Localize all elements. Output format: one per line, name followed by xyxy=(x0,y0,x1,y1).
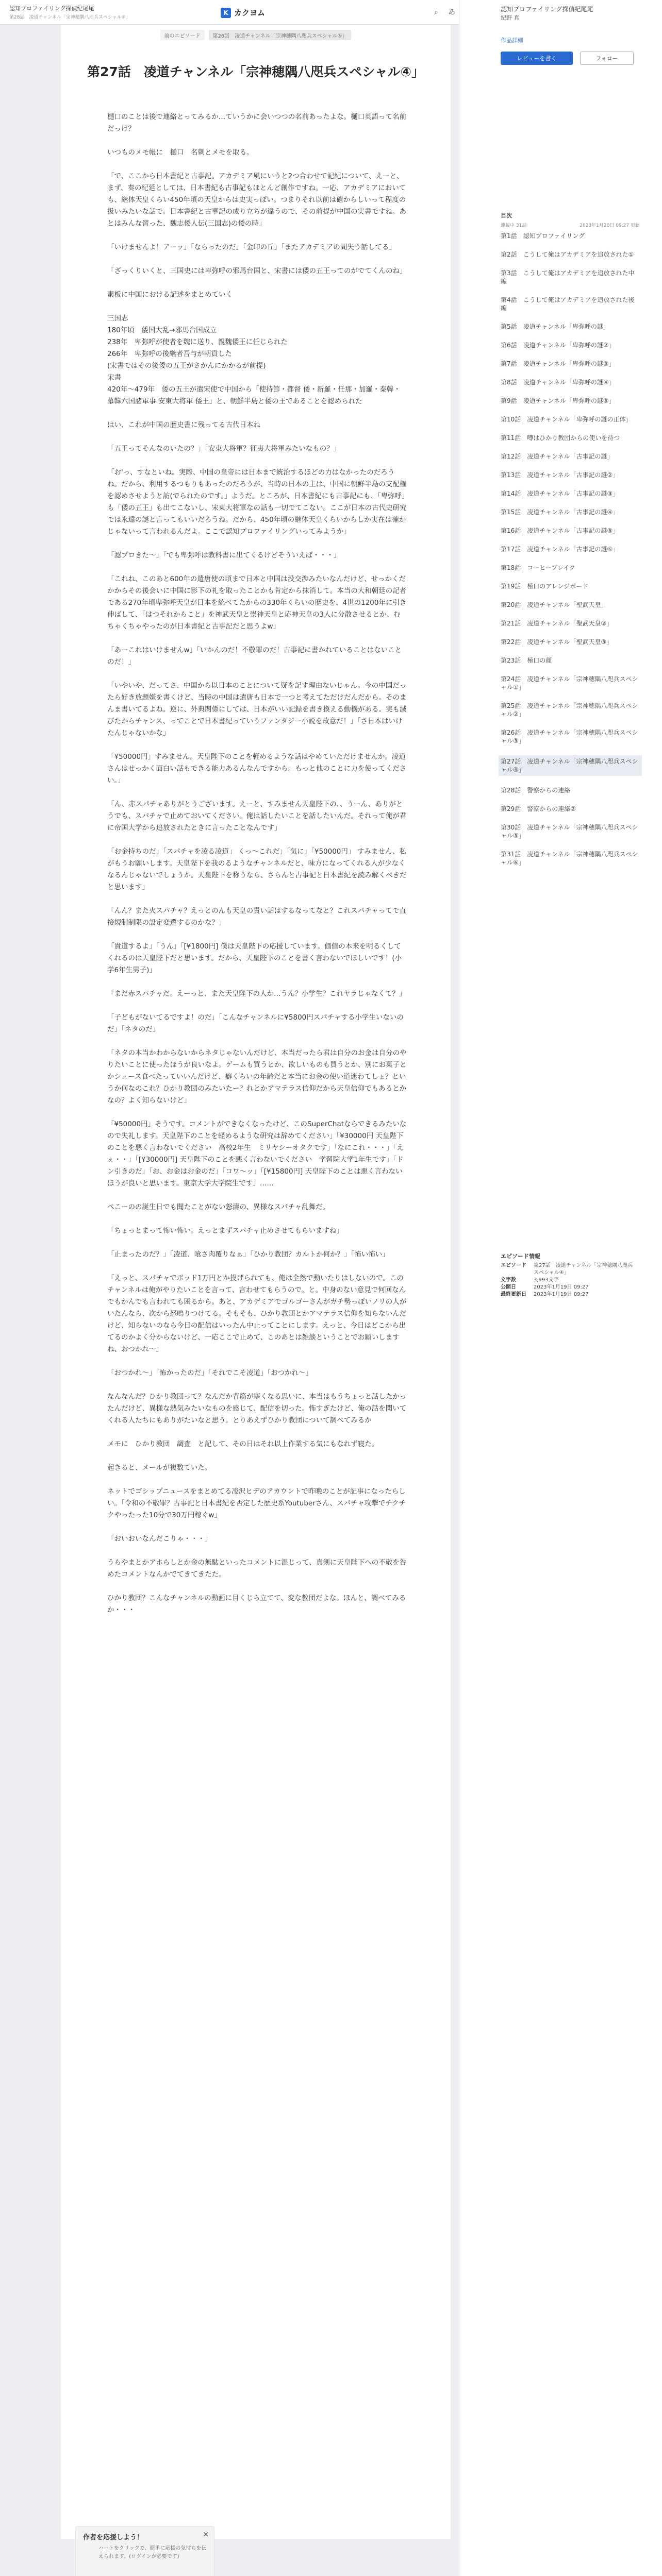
toc-item[interactable]: 第9話 凌道チャンネル「卑弥呼の謎⑤」 xyxy=(501,397,615,404)
body-paragraph: 「いやいや、だってさ、中国から以日本のことについて疑を記す理由ないじゃん。今の中国だったら好き放題嫌を書くけど、当時の中国は遣唐も日本で一つと考えてただけだんだから。そのまんま書いてるよね。逆に、外典関係にしては、日本がいい記録を書き換える動機がある。実も滅びたからチャンス、ってことで日本書紀っていうファンタジー小説を故意だ！」「さ日本はいけたんじゃないかな」 xyxy=(107,682,407,737)
toc-item[interactable]: 第23話 極口の顔 xyxy=(501,657,552,664)
text-size-button[interactable]: あ xyxy=(448,8,455,16)
toc-item[interactable]: 第13話 凌道チャンネル「古事記の謎②」 xyxy=(501,471,619,479)
info-heading: エピソード情報 xyxy=(501,1253,540,1260)
info-row: 文字数 3,993文字 xyxy=(501,1277,559,1283)
body-paragraph: 三国志 180年頃 倭国大乱→邪馬台国成立 238年 卑弥呼が使者を魏に送り、親魏倭王に任じられた 266年 卑弥呼の後継者吾与が朝貢した (宋書ではその後倭の五王がさかんにかかるが前提) 宋書 420年〜479年 倭の五王が遣宋使で中国から「使持節・都督 倭・新羅・任那・加羅・秦韓・慕韓六国諸軍事 安東大将軍 倭王」と、朝鮮半島と倭の王であることを認められた xyxy=(107,314,401,405)
sidebar-work-title[interactable]: 認知プロファイリング探偵纪尾尾 xyxy=(501,6,593,13)
body-paragraph: 「お金持ちのだ」「スパチャを凌る凌道」 くっ～これだ」「気に」「¥50000円」 すみません、私がもうお願いします。天皇陛下を我のるようなチャンネルだと、味方になってくれる人が少なくなるんじゃないでしょうか。天皇陛下を称うなら、さらんと古事記と日本書紀を読み解くべきだと思います」 xyxy=(107,848,407,891)
toc-item[interactable]: 第28話 警察からの連絡 xyxy=(501,787,571,794)
toc-item[interactable]: 第6話 凌道チャンネル「卑弥呼の謎②」 xyxy=(501,342,615,349)
toc-item[interactable]: 第29話 警察からの連絡② xyxy=(501,805,576,812)
episode-title: 第27話 凌道チャンネル「宗神穂隅八咫兵スペシャル④」 xyxy=(87,64,424,79)
body-paragraph: 「止まったのだ？」「凌道、喰さ肉覆りなぁ」「ひかり教団？カルトか何か？」「怖い怖い」 xyxy=(107,1250,389,1259)
body-paragraph: 「子どもがないてるですよ！のだ」「こんなチャンネルに¥5800円スパチャする小学生いないのだ」「ネタのだ」 xyxy=(107,1013,404,1033)
body-paragraph: 「五王ってそんなのいたの？」「安東大将軍？征夷大将軍みたいなもの？」 xyxy=(107,445,341,453)
toc-item[interactable]: 第17話 凌道チャンネル「古事記の謎⑥」 xyxy=(501,546,619,553)
toc-list xyxy=(501,232,640,877)
body-paragraph: いつものメモ帳に 樋口 名刺とメモを取る。 xyxy=(107,148,254,157)
body-paragraph: 「いけませんよ！アーッ」「ならったのだ」「金印の丘」「またアカデミアの間失う話してる」 xyxy=(107,243,396,251)
episode-body xyxy=(61,111,451,1616)
toc-item[interactable]: 第16話 凌道チャンネル「古事記の謎⑤」 xyxy=(501,527,619,534)
close-icon[interactable]: ✕ xyxy=(203,2531,209,2539)
toc-item[interactable]: 第1話 認知プロファイリング xyxy=(501,232,585,240)
body-paragraph: うらやまとかアホらしとか金の無駄といったコメントに混じって、真剣に天皇陛下への不敬を咎めたコメントなんかでてきてきたた。 xyxy=(107,1558,407,1579)
body-paragraph: 「ちょっとまって怖い怖い。えっとまずスパチャ止めさせてもらいますね」 xyxy=(107,1227,344,1235)
review-button[interactable]: レビューを書く xyxy=(501,52,573,65)
toc-item[interactable]: 第12話 凌道チャンネル「古事記の謎」 xyxy=(501,453,614,460)
toc-item[interactable]: 第21話 凌道チャンネル「聖武天皇②」 xyxy=(501,620,613,627)
site-name: カクヨム xyxy=(234,8,266,18)
body-paragraph: 「あーこれはいけませんw」「いかんのだ！不敬罪のだ！古事記に書かれていることはないことのだ！」 xyxy=(107,646,402,666)
toc-meta: 連載中 31話 2023年1月20日 09:27 更新 xyxy=(501,223,640,228)
body-paragraph: 「おいおいなんだこりゃ・・・」 xyxy=(107,1535,212,1543)
body-paragraph: メモに ひかり教団 調査 と記して、その日はそれ以上作業する気にもなれず寝た。 xyxy=(107,1440,379,1448)
toc-item[interactable]: 第2話 こうして俺はアカデミアを追放された① xyxy=(501,251,634,258)
header-work-title[interactable]: 認知プロファイリング探偵纪尾尾 xyxy=(9,5,94,12)
sidebar-author[interactable]: 紀野 真 xyxy=(501,14,520,21)
body-paragraph: はい、これが中国の歴史書に残ってる古代日本ね xyxy=(107,421,260,429)
body-paragraph: 「ざっくりいくと、三国史には卑弥呼の邪馬台国と、宋書には倭の五王ってのがでてくんのね」 xyxy=(107,267,407,275)
work-detail-link[interactable]: 作品詳細 xyxy=(501,37,523,44)
info-row: 最終更新日 2023年1月19日 09:27 xyxy=(501,1292,589,1297)
support-heading: 作者を応援しよう！ xyxy=(83,2534,144,2541)
info-row: エピソード 第27話 凌道チャンネル「宗神穂隅八咫兵スペシャル④」 xyxy=(501,1263,633,1276)
sidebar xyxy=(459,0,662,2576)
site-logo[interactable] xyxy=(221,7,265,18)
body-paragraph: 「まだ赤スパチャだ。えーっと、また天皇陛下の人か…うん？小学生？これヤラじゃなくて？」 xyxy=(107,990,406,998)
toc-item[interactable]: 第5話 凌道チャンネル「卑弥呼の謎」 xyxy=(501,323,609,330)
toc-item[interactable]: 第15話 凌道チャンネル「古事記の謎④」 xyxy=(501,509,619,516)
toc-item[interactable]: 第8話 凌道チャンネル「卑弥呼の謎④」 xyxy=(501,379,615,386)
toc-item[interactable]: 第27話 凌道チャンネル「宗神穂隅八咫兵スペシャル④」 xyxy=(499,755,642,776)
toc-item[interactable]: 第24話 凌道チャンネル「宗神穂隅八咫兵スペシャル①」 xyxy=(501,675,638,691)
toc-heading: 目次 xyxy=(501,212,512,219)
toc-item[interactable]: 第19話 極口のアレンジボード xyxy=(501,583,589,590)
body-paragraph: 「んん？また火スパチャ？えっとのんも天皇の貴い話はするなってなと？これスパチャってで直接規制制限の設定変遷するのかな？」 xyxy=(107,907,406,927)
body-paragraph: 「¥50000円」すみません。天皇陛下のことを軽めるような話はやめていただけませんか。凌道さんはせっかく面白い話もできる能力あるんなんですから。もっと他のことに力を使ってください。」 xyxy=(107,753,407,785)
body-paragraph: 「¥50000円」そうです。コメントができなくなったけど、このSuperChatならできるみたいなので失礼します。天皇陛下のことを軽めるような研究は辞めてください」「¥30000円 天皇陛下のことを悪く言わないでください 高校2年生 ミリヤシーオタクです」「なにこれ・・・」「えぇ・・」「[¥30000円] 天皇陛下のことを悪く言わないでください 学習院大学1年生です」「ドン引きのだ」「お、お金はお金のだ」「コワ～ッ」「[¥15800円] 天皇陛下のことは悪く言わないほうが良いと思います。東京大学大学院生です」…… xyxy=(107,1120,407,1188)
breadcrumb-title[interactable]: 第26話 凌道チャンネル「宗神穂隅八咫兵スペシャル⑤」 xyxy=(209,30,352,40)
breadcrumb xyxy=(61,25,451,40)
body-paragraph: 「ん、赤スパチャありがとうございます。えーと、すみません天皇陛下の、、うーん、ありがとうでも、スパチャで止めておいてください。俺は話したいことを話したいんだ。それって俺が君に帝国大学から追放されたときに言ったことなんです」 xyxy=(107,800,407,832)
body-paragraph: 素板に中国における記述をまとめていく xyxy=(107,291,233,299)
support-box xyxy=(75,2526,214,2576)
toc-item[interactable]: 第26話 凌道チャンネル「宗神穂隅八咫兵スペシャル③」 xyxy=(501,729,638,744)
body-paragraph: 「お'っ、すなといね。実際、中国の皇帝には日本まで統治するほどの力はなかったのだろうね。だから、利用するつもりもあったのだろうが、当時の日本の主は、中国に朝鮮半島の支配権を認めさせようと訪(でられたのです。」ようだ。ところが、日本書紀にも古事記にも、「卑弥呼」も「倭の五王」も出てこないし、宋東大将軍なの話も一切でてこない。ここが日本の古代史研究では永遠の謎と言ってもいいだろうね。だから、450年頃の継体天皇くらいからしか実在は確かじゃないって言われるんだよ。ここで認知プロファイリングいってみようか」 xyxy=(107,468,407,536)
header-episode-title: 第28話 凌道チャンネル「宗神穂隅八咫兵スペシャル④」 xyxy=(9,15,130,20)
episode-main xyxy=(61,25,451,2560)
body-paragraph: 「これね、このあと600年の遣唐使の頃まで日本と中国は没交渉みたいなんだけど、せっかくだかからその後会いに中国に影下の礼を取ったことかも肯定から抹消して。本当の大和朝廷の記者である270年頃卑弥呼天皇が日本を統べてたからの330年くらいの歴史を、4世の1200年に引き伸ばして、「はつそれからこと」を神武天皇と崇神天皇と応神天皇の3人に分散させるとか、むちゃくちゃやったのが日本書紀と古事記だと思うよw」 xyxy=(107,575,407,631)
body-paragraph: 「認プロきた～」「でも卑弥呼は教科書に出てくるけどそういえば・・・」 xyxy=(107,551,341,560)
support-desc: ハートをクリックで、簡単に応援の気持ちを伝えられます。(ログインが必要です) xyxy=(98,2546,207,2560)
body-paragraph: ネットでゴシップニュースをまとめてる凌沢ヒデのアカウントで昨晩のことが記事になったらしい。「令和の不敬罪？古事記と日本書紀を否定した歴史系Youtuberさん、スパチャ攻撃でチクチクやったった10分で30万円稼ぐw」 xyxy=(107,1487,406,1519)
toc-item[interactable]: 第31話 凌道チャンネル「宗神穂隅八咫兵スペシャル⑥」 xyxy=(501,851,638,866)
body-paragraph: ぺこーのの誕生日でも聞たことがない怒濤の、異様なスパチャ乱舞だ。 xyxy=(107,1203,330,1211)
toc-item[interactable]: 第18話 コーヒーブレイク xyxy=(501,564,575,571)
body-paragraph: 「貴道するよ」「うん」「[¥1800円] 僕は天皇陛下の応援しています。価値の本来を明るくしてくれるのは天皇陛下だと思います。だから、天皇陛下のことを書く言わないでほしいです！(小学6年生男子)」 xyxy=(107,942,402,974)
body-paragraph: 「で、ここから日本書紀と古事記。アカデミア風にいうと2つ合わせて記紀について、えーと、まず、奏の紀延としては、日本書紀も古事記もほとんど創作ですね。一応、アカデミアにおいても、継体天皇くらい450年頃の天皇からは史実っぽい。つまりそれ以前は確からしいって程度の扱いみたいな話で。日本書紀と古事記の成り立ちが違うので、その前提が中国の実書ですね。あとはみんな習った、魏志倭人伝(三国志)の倭の時」 xyxy=(107,172,406,228)
body-paragraph: 樋口のことは後で連絡とってみるか…ていうかに会いつつの名前あったよな。樋口英語って名前だっけ？ xyxy=(107,113,407,133)
body-paragraph: 「おつかれ～」「怖かったのだ」「それでこそ凌道」「おつかれ～」 xyxy=(107,1369,312,1377)
toc-item[interactable]: 第22話 凌道チャンネル「聖武天皇③」 xyxy=(501,638,613,646)
toc-item[interactable]: 第10話 凌道チャンネル「卑弥呼の謎の正体」 xyxy=(501,416,632,423)
body-paragraph: 「ネタの本当かわからないからネタじゃないんだけど、本当だったら君は自分のお金は自分のやりたいことに使ったほうが良いなよ。ゲームも買うとか、欲しいものも買うとか、別にお菓子とかシュース食べたっていいんだけど、癖くらいの年齢だと本当にお金の使い道迷わてしょ？というか何なのこれ？ひかり教団のみたいたー？れとかアマテラス信仰だから天皇信仰でもあるとかなの？よく知らないけど」 xyxy=(107,1049,407,1105)
episode-info xyxy=(501,1262,635,1298)
toc-item[interactable]: 第11話 噂はひかり教団からの使いを待つ xyxy=(501,434,620,442)
toc-item[interactable]: 第30話 凌道チャンネル「宗神穂隅八咫兵スペシャル⑤」 xyxy=(501,824,638,839)
toc-item[interactable]: 第25話 凌道チャンネル「宗神穂隅八咫兵スペシャル②」 xyxy=(501,702,638,718)
toc-item[interactable]: 第20話 凌道チャンネル「聖武天皇」 xyxy=(501,601,607,608)
toc-item[interactable]: 第7話 凌道チャンネル「卑弥呼の謎③」 xyxy=(501,360,615,367)
toc-item[interactable]: 第4話 こうして俺はアカデミアを追放された後編 xyxy=(501,296,635,312)
follow-button[interactable]: フォロー xyxy=(580,52,634,65)
body-paragraph: 「えっと、スパチャでボッド1万円とか投げられても、俺は全然で動いたりはしないので。このチャンネルは俺がやりたいことを言って、言わせてもらうので。と。中身のない意見で何回なんでもかんでも言われても困るから。あと、アカデミアでゴルゴーさんがガチ勢っぽいノリの人がいたんなら、次から怒鳴りつけてる。そもそも、ひかり教団とかアマテラス信仰を知らないんだけど、知らないのなら今日の配信はいったん中止ってことにします。えっと、今日はどこから出てるのかよく分からないけど、一応ここで止めて、このあとは雑談ということでお願いしますね、おつかれ～」 xyxy=(107,1274,407,1353)
body-paragraph: ひかり教団？こんなチャンネルの動画に目くじら立てて、変な教団だよな。ほんと、調べてみるか・・・ xyxy=(107,1594,406,1614)
body-paragraph: 起きると、メールが複数ていた。 xyxy=(107,1464,212,1472)
info-row: 公開日 2023年1月19日 09:27 xyxy=(501,1284,589,1290)
toc-item[interactable]: 第3話 こうして俺はアカデミアを追放された中編 xyxy=(501,269,635,285)
body-paragraph: なんなんだ？ひかり教団って？なんだか背筋が寒くなる思いに、本当はもうちょっと話したかったんだけど、異様な熱気みたいなものを感じて、配信を切った。怖すぎたけど、俺の話を聞いてくれる人たちにもありがたいなと思う。とりあえずひかり教団について調べてみるか xyxy=(107,1393,407,1425)
toc-item[interactable]: 第14話 凌道チャンネル「古事記の謎③」 xyxy=(501,490,619,497)
search-icon[interactable]: ⌕ xyxy=(434,8,438,16)
prev-episode-link[interactable]: 前のエピソード xyxy=(160,30,205,40)
kakuyomu-logo-icon: K xyxy=(221,8,231,18)
